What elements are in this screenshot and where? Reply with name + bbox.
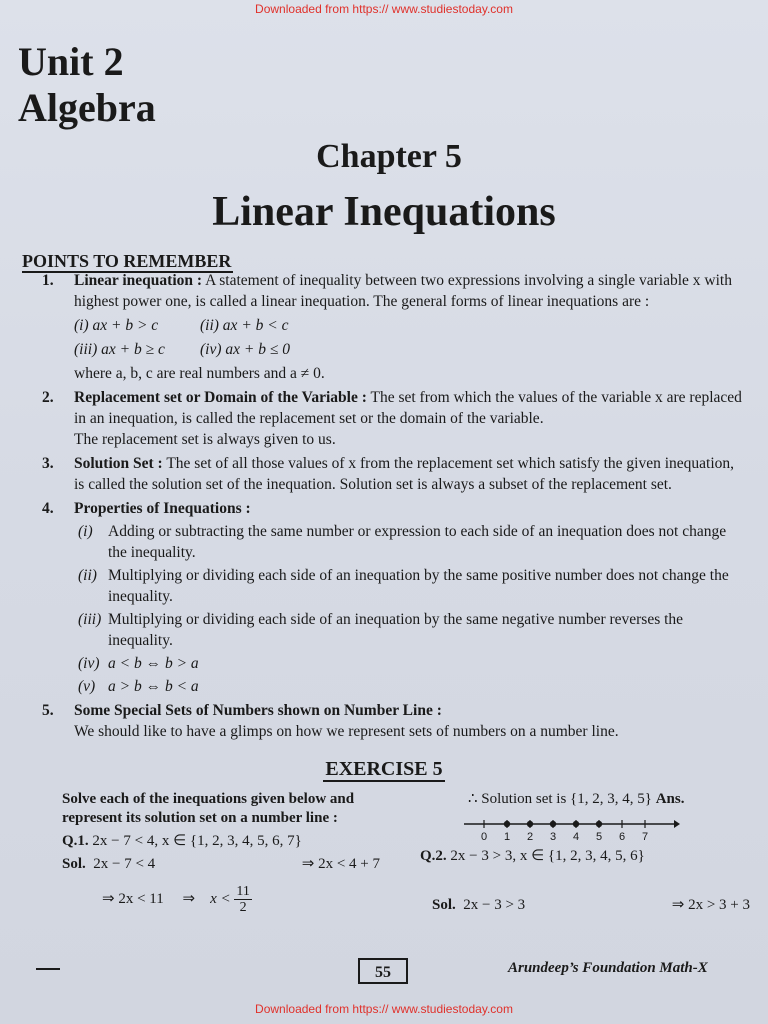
number-line-label: 2: [526, 831, 534, 843]
number-line-label: 0: [480, 831, 488, 843]
point-number: 1.: [42, 272, 54, 289]
question-2: [420, 847, 750, 866]
solution-step: 2x − 3 > 3: [463, 897, 526, 913]
property-text: a < b ⇔ b > a: [108, 655, 199, 672]
solution-step: 2x − 7 < 4: [93, 856, 156, 872]
point-text: We should like to have a glimps on how we represent sets of numbers on a number line.: [74, 723, 619, 740]
point-note: where a, b, c are real numbers and a ≠ 0.: [74, 365, 325, 382]
point-4: [22, 498, 742, 697]
solution-label: Sol.: [62, 856, 86, 872]
question-1: [62, 832, 382, 851]
point-text: The set of all those values of x from the replacement set which satisfy the given inequation, is called the solution set of the inequation. Solution set is always a subset of the replacement set.: [74, 455, 735, 493]
arrow-right-icon: [674, 820, 680, 828]
property-5: [74, 676, 742, 697]
exercise-title: [0, 758, 768, 781]
number-line-label: 5: [595, 831, 603, 843]
solution-2: [420, 896, 750, 915]
point-number: 3.: [42, 455, 54, 472]
number-line-graphic: [462, 815, 682, 845]
property-2: [74, 565, 742, 607]
point-term: Solution Set :: [74, 455, 163, 472]
question-label: Q.2.: [420, 848, 447, 864]
property-text: a > b ⇔ b < a: [108, 678, 199, 695]
number-line-point: [504, 821, 510, 827]
exercise-instruction: Solve each of the inequations given below and represent its solution set on a number line :: [62, 791, 355, 826]
number-line-label: 4: [572, 831, 580, 843]
property-3: [74, 609, 742, 651]
point-term: Linear inequation :: [74, 272, 203, 289]
form-3: (iii) ax + b ≥ c: [74, 341, 165, 358]
property-text: Multiplying or dividing each side of an inequation by the same negative number reverses the inequality.: [108, 611, 684, 649]
question-label: Q.1.: [62, 833, 89, 849]
point-term: Some Special Sets of Numbers shown on Number Line :: [74, 702, 442, 719]
chapter-label: Chapter 5: [316, 138, 462, 175]
page-number: 55: [358, 958, 408, 984]
point-1: [22, 270, 742, 384]
solution-1-steps: [62, 884, 382, 915]
points-list: [22, 270, 742, 745]
unit-title: Algebra: [18, 85, 156, 130]
fraction-denominator: 2: [239, 900, 247, 915]
implies-symbol: ⇒: [182, 890, 196, 907]
property-number: (ii): [78, 567, 97, 584]
solution-step: ⇒ 2x > 3 + 3: [671, 897, 750, 913]
watermark-bottom[interactable]: Downloaded from https:// www.studiestoday.com: [255, 1002, 513, 1016]
number-line: [462, 815, 682, 845]
point-3: [22, 453, 742, 495]
number-line-point: [527, 821, 533, 827]
solution-step: ⇒ 2x < 11: [102, 890, 164, 907]
number-line-label: 3: [549, 831, 557, 843]
number-line-label: 6: [618, 831, 626, 843]
point-2: [22, 387, 742, 450]
solution-set-text: ∴ Solution set is {1, 2, 3, 4, 5}: [468, 791, 652, 807]
solution-step: x <: [210, 890, 231, 907]
solution-label: Sol.: [432, 897, 456, 913]
publisher-brand: Arundeep’s Foundation Math-X: [508, 960, 708, 976]
number-line-point: [596, 821, 602, 827]
chapter-title: Linear Inequations: [212, 189, 556, 235]
point-number: 5.: [42, 702, 54, 719]
number-line-point: [573, 821, 579, 827]
solution-set: [420, 790, 750, 809]
question-text: 2x − 3 > 3, x ∈ {1, 2, 3, 4, 5, 6}: [450, 848, 645, 864]
watermark-top[interactable]: Downloaded from https:// www.studiestoday.com: [255, 2, 513, 16]
exercise-left-column: [62, 790, 382, 915]
fraction: [234, 884, 251, 915]
point-text: The set from which the values of the variable x are replaced in an inequation, is called the replacement set or the domain of the variable.: [74, 389, 742, 427]
footer-rule: [36, 968, 60, 970]
point-note: The replacement set is always given to us.: [74, 431, 336, 448]
question-text: 2x − 7 < 4, x ∈ {1, 2, 3, 4, 5, 6, 7}: [92, 833, 302, 849]
property-number: (v): [78, 678, 96, 695]
fraction-numerator: 11: [236, 884, 250, 899]
property-number: (iv): [78, 655, 100, 672]
form-2: (ii) ax + b < c: [200, 317, 289, 334]
point-term: Properties of Inequations :: [74, 500, 251, 517]
point-term: Replacement set or Domain of the Variable :: [74, 389, 367, 406]
exercise-right-column: [420, 790, 750, 915]
solution-step: ⇒ 2x < 4 + 7: [301, 856, 380, 872]
number-line-label: 1: [503, 831, 511, 843]
unit-label: Unit 2: [18, 39, 124, 84]
point-number: 4.: [42, 500, 54, 517]
property-text: Multiplying or dividing each side of an inequation by the same positive number does not change the inequality.: [108, 567, 729, 605]
property-text: Adding or subtracting the same number or expression to each side of an inequation does not change the inequality.: [108, 523, 727, 561]
number-line-label: 7: [641, 831, 649, 843]
form-1: (i) ax + b > c: [74, 317, 159, 334]
point-5: [22, 700, 742, 742]
property-1: [74, 521, 742, 563]
exercise-title-text: EXERCISE 5: [325, 758, 443, 780]
solution-1: [62, 855, 382, 874]
number-line-point: [550, 821, 556, 827]
answer-label: Ans.: [655, 791, 685, 807]
property-number: (iii): [78, 611, 102, 628]
form-4: (iv) ax + b ≤ 0: [200, 341, 290, 358]
general-forms: [74, 315, 742, 360]
property-4: [74, 653, 742, 674]
point-text: A statement of inequality between two expressions involving a single variable x with highest power one, is called a linear inequation. The general forms of linear inequations are :: [74, 272, 732, 310]
point-number: 2.: [42, 389, 54, 406]
property-number: (i): [78, 523, 93, 540]
section-title: POINTS TO REMEMBER: [22, 251, 232, 271]
